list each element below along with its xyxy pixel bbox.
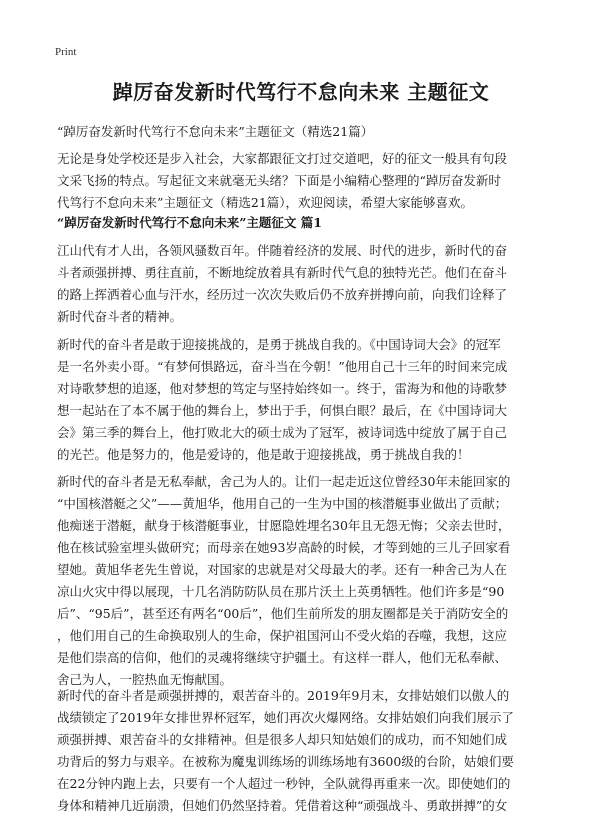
text-line: 身体和精神几近崩溃，但她们仍然坚持着。凭借着这种“顽强战斗、勇敢拼搏”的女: [57, 798, 508, 813]
document-subtitle: “踔厉奋发新时代笃行不怠向未来”主题征文（精选21篇）: [57, 124, 374, 139]
text-line: 新时代的奋斗者是顽强拼搏的，艰苦奋斗的。2019年9月末，女排姑娘们以傲人的: [57, 688, 510, 703]
text-line: ，他们用自己的生命换取别人的生命，保护祖国河山不受火焰的吞噬，我想，这应: [57, 628, 508, 643]
text-line: 的光芒。他是努力的，他是爱诗的，他是敢于迎接挑战，勇于挑战自我的！: [57, 447, 470, 462]
text-line: 新时代的奋斗者是无私奉献，舍己为人的。让们一起走近这位曾经30年未能回家的: [57, 474, 511, 489]
text-line: 会》第三季的舞台上，他打败北大的硕士成为了冠军，被诗词选中绽放了属于自己: [57, 425, 508, 440]
text-line: 江山代有才人出，各领风骚数百年。伴随着经济的发展、时代的进步，新时代的奋: [57, 243, 508, 258]
text-line: 他痴迷于潜艇，献身于核潜艇事业，甘愿隐姓埋名30年且无怨无悔；父亲去世时，: [57, 518, 511, 533]
paragraph-1: [57, 240, 537, 328]
paragraph-4: [57, 685, 537, 817]
text-line: “中国核潜艇之父”——黄旭华，他用自己的一生为中国的核潜艇事业做出了贡献；: [57, 496, 508, 511]
text-line: 想一起站在了本不属于他的舞台上，梦出于手，何惧白眼？最后，在《中国诗词大: [57, 403, 508, 418]
text-line: 文采飞扬的特点。写起征文来就毫无头绪？下面是小编精心整理的“踔厉奋发新时: [57, 173, 501, 188]
text-line: 后”、“95后”，甚至还有两名“00后”，他们生前所发的朋友圈都是关于消防安全的: [57, 606, 509, 621]
text-line: 新时代奋斗者的精神。: [57, 309, 183, 324]
text-line: 是他们崇高的信仰，他们的灵魂将继续守护疆土。有这样一群人，他们无私奉献、: [57, 650, 508, 665]
text-line: 是一名外卖小哥。“有梦何惧路远，奋斗当在今朝！”他用自己十三年的时间来完成: [57, 359, 508, 374]
text-line: 顽强拼搏、艰苦奋斗的女排精神。但是很多人却只知姑娘们的成功，而不知她们成: [57, 732, 508, 747]
text-line: 代笃行不怠向未来”主题征文（精选21篇），欢迎阅读，希望大家能够喜欢。: [57, 195, 474, 210]
text-line: 新时代的奋斗者是敢于迎接挑战的，是勇于挑战自我的。《中国诗词大会》的冠军: [57, 337, 501, 352]
paragraph-3: [57, 471, 537, 691]
text-line: 无论是身处学校还是步入社会，大家都跟征文打过交道吧，好的征文一般具有句段: [57, 151, 508, 166]
text-line: 凉山火灾中得以展现，十几名消防防队员在那片沃土上英勇牺牲。他们许多是“90: [57, 584, 505, 599]
text-line: 舍己为人，一腔热血无悔献国。: [57, 672, 233, 687]
text-line: 望她。黄旭华老先生曾说，对国家的忠就是对父母最大的孝。还有一种舍己为人在: [57, 562, 508, 577]
text-line: 斗者顽强拼搏、勇往直前，不断地绽放着具有新时代气息的独特光芒。他们在奋斗: [57, 265, 508, 280]
text-line: 战绩锁定了2019年女排世界杯冠军，她们再次火爆网络。女排姑娘们向我们展示了: [57, 710, 514, 725]
print-label[interactable]: Print: [55, 46, 77, 58]
text-line: 他在核试验室埋头做研究；而母亲在她93岁高龄的时候，才等到她的三儿子回家看: [57, 540, 511, 555]
text-line: 对诗歌梦想的追逐，他对梦想的笃定与坚持始终如一。终于，雷海为和他的诗歌梦: [57, 381, 508, 396]
document-title: 踔厉奋发新时代笃行不怠向未来 主题征文: [112, 80, 490, 104]
text-line: 的路上挥洒着心血与汗水，经历过一次次失败后仍不放弃拼搏向前，向我们诠释了: [57, 287, 508, 302]
paragraph-2: [57, 334, 537, 466]
text-line: 在22分钟内跑上去，只要有一个人超过一秒钟，全队就得再重来一次。即使她们的: [57, 776, 511, 791]
intro-paragraph: [57, 148, 537, 214]
text-line: 功背后的努力与艰辛。在被称为魔鬼训练场的训练场地有3600级的台阶，姑娘们要: [57, 754, 514, 769]
section-heading: “踔厉奋发新时代笃行不怠向未来”主题征文 篇1: [57, 215, 322, 230]
